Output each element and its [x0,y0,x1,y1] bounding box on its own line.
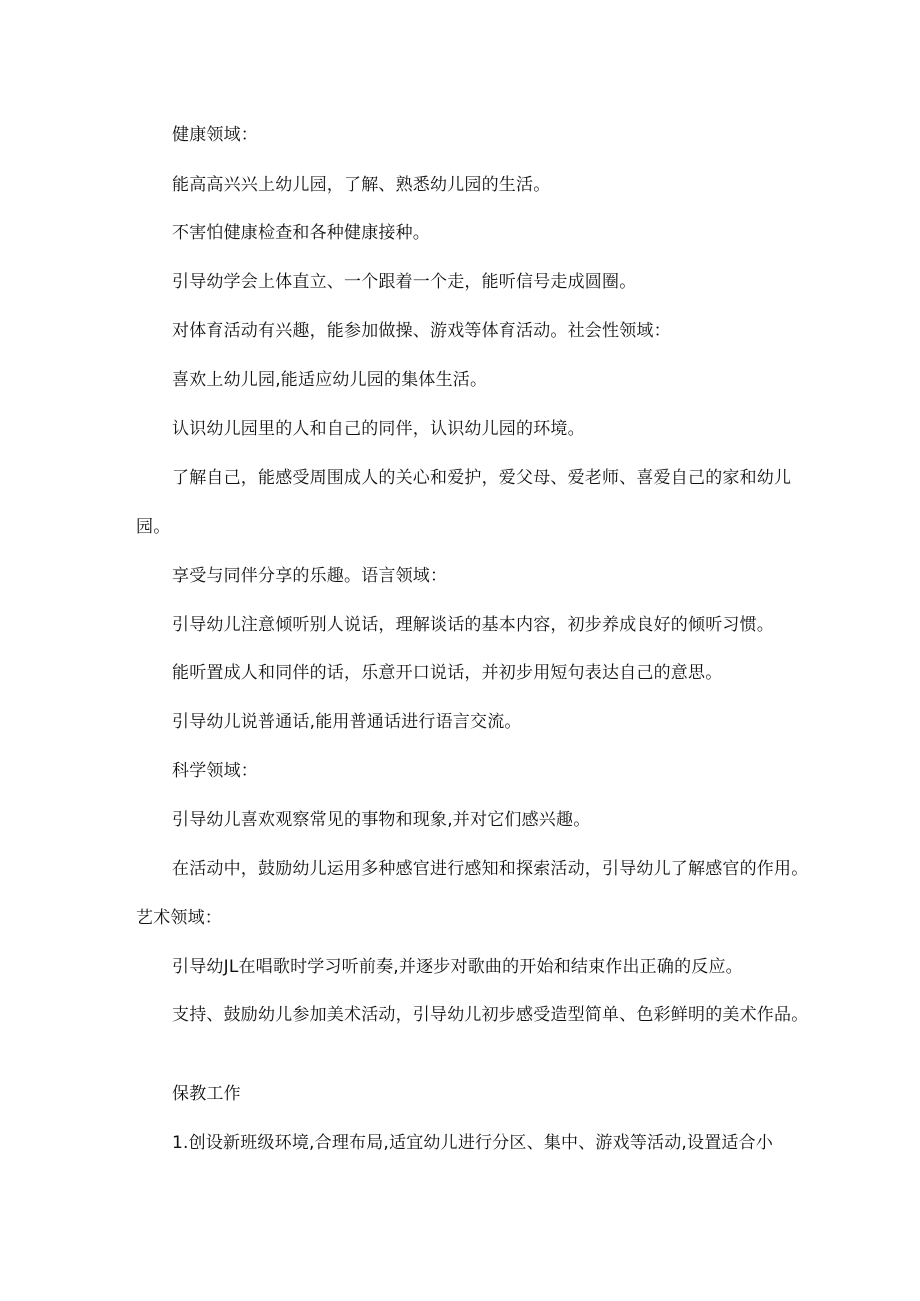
paragraph-line: 园。 [136,517,171,537]
heading-science: 科学领域： [172,761,258,781]
heading-art: 艺术领域： [136,908,222,928]
paragraph-line: 在活动中，鼓励幼儿运用多种感官进行感知和探索活动，引导幼儿了解感官的作用。 [172,859,809,879]
paragraph-line: 能高高兴兴上幼儿园，了解、熟悉幼儿园的生活。 [172,175,551,195]
paragraph-line: 不害怕健康检查和各种健康接种。 [172,223,430,243]
paragraph-line: 引导幼儿说普通话,能用普通话进行语言交流。 [172,712,522,732]
paragraph-line: 喜欢上幼儿园,能适应幼儿园的集体生活。 [172,370,488,390]
heading-health: 健康领域： [172,125,258,145]
paragraph-line: 了解自己，能感受周围成人的关心和爱护，爱父母、爱老师、喜爱自己的家和幼儿 [172,468,792,488]
heading-care-education: 保教工作 [172,1084,241,1104]
paragraph-line: 享受与同伴分享的乐趣。语言领域： [172,566,448,586]
paragraph-line: 引导幼学会上体直立、一个跟着一个走，能听信号走成圆圈。 [172,272,637,292]
paragraph-line: 引导幼儿注意倾听别人说话，理解谈话的基本内容，初步养成良好的倾听习惯。 [172,615,774,635]
paragraph-line: 支持、鼓励幼儿参加美术活动，引导幼儿初步感受造型简单、色彩鲜明的美术作品。 [172,1005,809,1025]
paragraph-line: 1.创设新班级环境,合理布局,适宜幼儿进行分区、集中、游戏等活动,设置适合小 [172,1133,774,1153]
paragraph-line: 对体育活动有兴趣，能参加做操、游戏等体育活动。社会性领域： [172,321,671,341]
paragraph-line: 引导幼JL在唱歌时学习听前奏,并逐步对歌曲的开始和结束作出正确的反应。 [172,957,743,977]
paragraph-line: 认识幼儿园里的人和自己的同伴，认识幼儿园的环境。 [172,419,585,439]
paragraph-line: 引导幼儿喜欢观察常见的事物和现象,并对它们感兴趣。 [172,810,591,830]
paragraph-line: 能听置成人和同伴的话，乐意开口说话，并初步用短句表达自己的意思。 [172,663,723,683]
